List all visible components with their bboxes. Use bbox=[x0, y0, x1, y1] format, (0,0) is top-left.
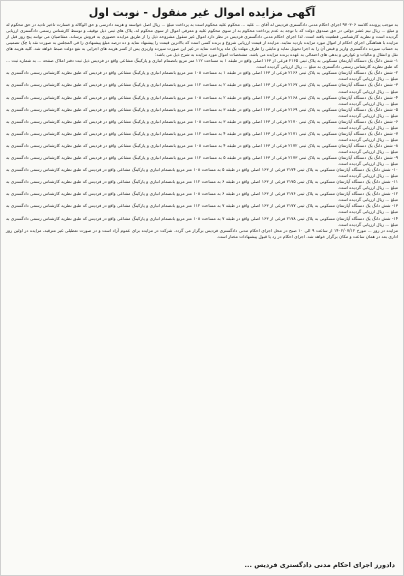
property-item-10: ۱۰- شش دانگ یک دستگاه آپارتمان مسکونی به پلاک ثبتی ۲۱۷۴ فرعی از ۱۶۳ اصلی واقع در طبقه ۵ به مساحت ۱۰۸ متر مربع بانضمام انباری و پارکینگ مشاعی واقع در فردیس که طبق نظریه کارشناس رسمی دادگستری به مبلغ ... ریال ارزیابی گردیده است. bbox=[6, 168, 398, 180]
property-item-9: ۹- شش دانگ یک دستگاه آپارتمان مسکونی به پلاک ثبتی ۲۱۷۳ فرعی از ۱۶۳ اصلی واقع در طبقه ۵ به مساحت ۱۱۲ متر مربع بانضمام انباری و پارکینگ مشاعی واقع در فردیس که طبق نظریه کارشناس رسمی دادگستری به مبلغ ... ریال ارزیابی گردیده است. bbox=[6, 156, 398, 168]
property-item-2: ۲- شش دانگ یک دستگاه آپارتمان مسکونی به پلاک ثبتی ۲۱۶۶ فرعی از ۱۶۳ اصلی واقع در طبقه ۱ به مساحت ۱۰۸ متر مربع بانضمام انباری و پارکینگ مشاعی واقع در فردیس که طبق نظریه کارشناس رسمی دادگستری به مبلغ ... ریال ارزیابی گردیده است. bbox=[6, 71, 398, 83]
property-item-4: ۴- شش دانگ یک دستگاه آپارتمان مسکونی به پلاک ثبتی ۲۱۶۸ فرعی از ۱۶۳ اصلی واقع در طبقه ۲ به مساحت ۱۰۸ متر مربع بانضمام انباری و پارکینگ مشاعی واقع در فردیس که طبق نظریه کارشناس رسمی دادگستری به مبلغ ... ریال ارزیابی گردیده است. bbox=[6, 95, 398, 107]
property-item-5: ۵- شش دانگ یک دستگاه آپارتمان مسکونی به پلاک ثبتی ۲۱۶۹ فرعی از ۱۶۳ اصلی واقع در طبقه ۳ به مساحت ۱۱۲ متر مربع بانضمام انباری و پارکینگ مشاعی واقع در فردیس که طبق نظریه کارشناس رسمی دادگستری به مبلغ ... ریال ارزیابی گردیده است. bbox=[6, 107, 398, 119]
property-item-14: ۱۴- شش دانگ یک دستگاه آپارتمان مسکونی به پلاک ثبتی ۲۱۷۸ فرعی از ۱۶۳ اصلی واقع در طبقه ۷ به مساحت ۱۰۸ متر مربع بانضمام انباری و پارکینگ مشاعی واقع در فردیس که طبق نظریه کارشناس رسمی دادگستری به مبلغ ... ریال ارزیابی گردیده است. bbox=[6, 216, 398, 228]
property-item-1: ۱- شش دانگ یک دستگاه آپارتمان مسکونی به پلاک ثبتی ۲۱۶۵ فرعی از ۱۶۳ اصلی واقع در طبقه ۱ به مساحت ۱۱۲ متر مربع بانضمام انباری و پارکینگ مشاعی واقع در فردیس ذیل ثبت دفتر املاک صفحه ... به شماره ثبت ... که طبق نظریه کارشناس رسمی دادگستری به مبلغ ... ریال ارزیابی گردیده است. bbox=[6, 59, 398, 71]
property-item-11: ۱۱- شش دانگ یک دستگاه آپارتمان مسکونی به پلاک ثبتی ۲۱۷۵ فرعی از ۱۶۳ اصلی واقع در طبقه ۶ به مساحت ۱۱۲ متر مربع بانضمام انباری و پارکینگ مشاعی واقع در فردیس که طبق نظریه کارشناس رسمی دادگستری به مبلغ ... ریال ارزیابی گردیده است. bbox=[6, 180, 398, 192]
auction-terms-paragraph: مزایده در روز ... مورخ ۱۴۰۲/۰۷/۱۲ از ساعت ۹ الی ۱۰ صبح در محل اجرای احکام مدنی دادگستری فردیس برگزار می گردد. شرکت در مزایده برای عموم آزاد است و در صورت تعطیلی غیر مترقبه، مزایده در اولین روز اداری بعد در همان ساعت و مکان برگزار خواهد شد. اجرای احکام در رد یا قبول پیشنهادات مختار است. bbox=[6, 228, 398, 240]
signature-line: دادورز اجرای احکام مدنی دادگستری فردیس ... bbox=[244, 561, 395, 569]
property-item-3: ۳- شش دانگ یک دستگاه آپارتمان مسکونی به پلاک ثبتی ۲۱۶۷ فرعی از ۱۶۳ اصلی واقع در طبقه ۲ به مساحت ۱۱۲ متر مربع بانضمام انباری و پارکینگ مشاعی واقع در فردیس که طبق نظریه کارشناس رسمی دادگستری به مبلغ ... ریال ارزیابی گردیده است. bbox=[6, 83, 398, 95]
property-item-7: ۷- شش دانگ یک دستگاه آپارتمان مسکونی به پلاک ثبتی ۲۱۷۱ فرعی از ۱۶۳ اصلی واقع در طبقه ۴ به مساحت ۱۱۲ متر مربع بانضمام انباری و پارکینگ مشاعی واقع در فردیس که طبق نظریه کارشناس رسمی دادگستری به مبلغ ... ریال ارزیابی گردیده است. bbox=[6, 131, 398, 143]
property-item-6: ۶- شش دانگ یک دستگاه آپارتمان مسکونی به پلاک ثبتی ۲۱۷۰ فرعی از ۱۶۳ اصلی واقع در طبقه ۳ به مساحت ۱۰۸ متر مربع بانضمام انباری و پارکینگ مشاعی واقع در فردیس که طبق نظریه کارشناس رسمی دادگستری به مبلغ ... ریال ارزیابی گردیده است. bbox=[6, 119, 398, 131]
property-item-13: ۱۳- شش دانگ یک دستگاه آپارتمان مسکونی به پلاک ثبتی ۲۱۷۷ فرعی از ۱۶۳ اصلی واقع در طبقه ۷ به مساحت ۱۱۲ متر مربع بانضمام انباری و پارکینگ مشاعی واقع در فردیس که طبق نظریه کارشناس رسمی دادگستری به مبلغ ... ریال ارزیابی گردیده است. bbox=[6, 204, 398, 216]
property-item-8: ۸- شش دانگ یک دستگاه آپارتمان مسکونی به پلاک ثبتی ۲۱۷۲ فرعی از ۱۶۳ اصلی واقع در طبقه ۴ به مساحت ۱۰۸ متر مربع بانضمام انباری و پارکینگ مشاعی واقع در فردیس که طبق نظریه کارشناس رسمی دادگستری به مبلغ ... ریال ارزیابی گردیده است. bbox=[6, 143, 398, 155]
notice-intro-paragraph: به موجب پرونده کلاسه ۹۷۰۳۰۶ اجرای احکام مدنی دادگستری فردیس له آقای ... علیه ... محکوم علیه محکوم است به پرداخت مبلغ ... ریال اصل خواسته و هزینه دادرسی و حق الوکاله و خسارت تاخیر تادیه در حق محکوم له و مبلغ ... ریال نیم عشر دولتی در حق صندوق دولت که با توجه به عدم پرداخت محکوم به از سوی محکوم علیه و معرفی اموال از سوی محکوم له، پلاک های ثبتی ذیل توقیف و توسط کارشناس رسمی دادگستری ارزیابی گردیده است و نظریه کارشناسی قطعیت یافته است. لذا اجرای احکام مدنی دادگستری فردیس در نظر دارد اموال غیر منقول مشروحه ذیل را از طریق مزایده حضوری به فروش برساند. متقاضیان می توانند پنج روز قبل از مزایده با هماهنگی اجرای احکام از اموال مورد مزایده بازدید نمایند. مزایده از قیمت ارزیابی شروع و برنده کسی است که بالاترین قیمت را پیشنهاد نماید و ده درصد مبلغ پیشنهادی را فی المجلس به صورت نقد یا چک تضمینی به حساب سپرده دادگستری واریز و قبض آن را به اجرا تحویل نماید و مابقی را ظرف مهلت یک ماه پرداخت نماید در غیر این صورت سپرده واریزی پس از کسر هزینه های اجرایی به نفع دولت ضبط خواهد شد. کلیه هزینه های نقل و انتقال و مالیات و عوارض و بدهی های احتمالی به عهده برنده مزایده می باشد. مشخصات اموال مورد مزایده به شرح ذیل می باشد: bbox=[6, 23, 399, 59]
property-item-12: ۱۲- شش دانگ یک دستگاه آپارتمان مسکونی به پلاک ثبتی ۲۱۷۶ فرعی از ۱۶۳ اصلی واقع در طبقه ۶ به مساحت ۱۰۸ متر مربع بانضمام انباری و پارکینگ مشاعی واقع در فردیس که طبق نظریه کارشناس رسمی دادگستری به مبلغ ... ریال ارزیابی گردیده است. bbox=[6, 192, 398, 204]
notice-title: آگهی مزایده اموال غیر منقول - نوبت اول bbox=[88, 6, 316, 19]
notice-body bbox=[6, 23, 398, 241]
